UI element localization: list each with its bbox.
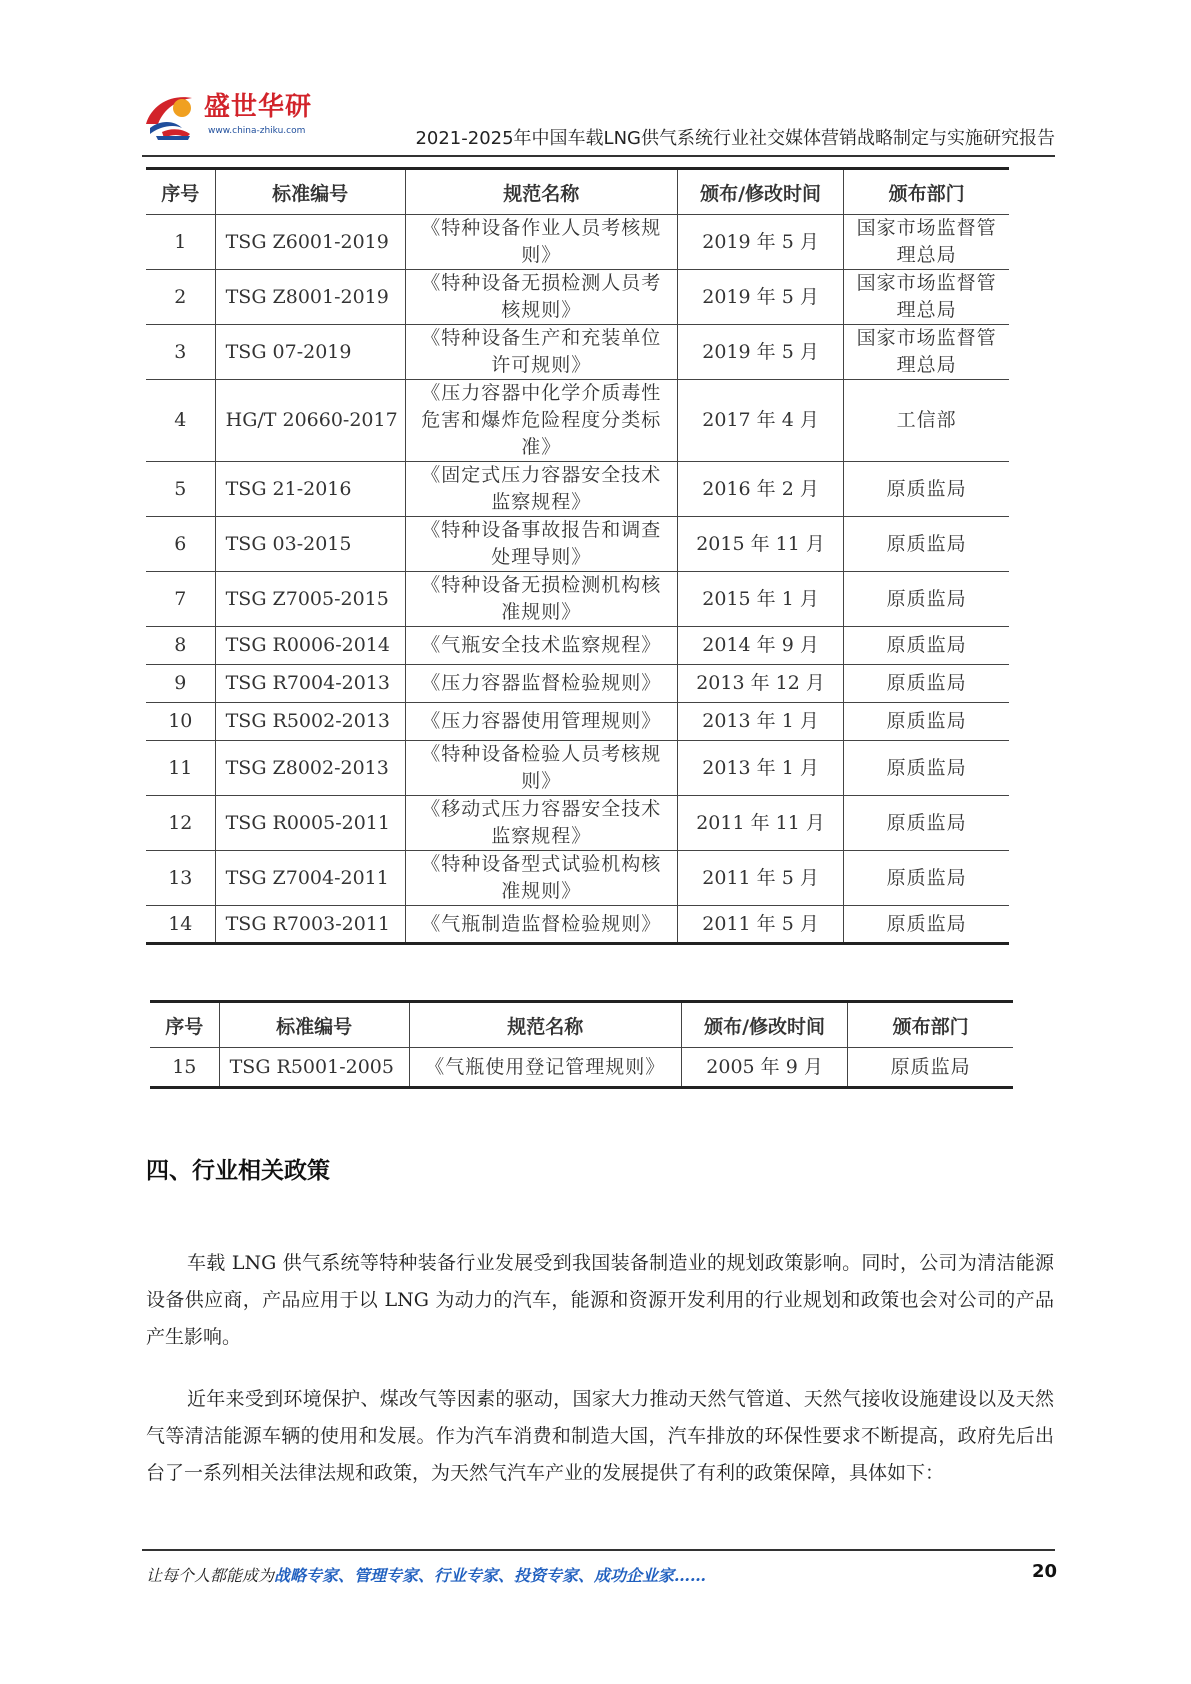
row-date: 2015 年 1 月	[677, 572, 843, 627]
company-logo	[142, 84, 322, 154]
footer-divider	[142, 1549, 1055, 1551]
row-no: 15	[150, 1048, 219, 1088]
row-name: 《特种设备无损检测人员考核规则》	[405, 270, 677, 325]
section-heading: 四、行业相关政策	[146, 1158, 330, 1184]
column-header-dept: 颁布部门	[844, 169, 1009, 215]
row-no: 10	[146, 703, 215, 741]
row-no: 7	[146, 572, 215, 627]
row-no: 8	[146, 627, 215, 665]
row-no: 12	[146, 796, 215, 851]
table-row	[146, 215, 1009, 270]
header-divider	[142, 155, 1055, 157]
row-no: 9	[146, 665, 215, 703]
row-date: 2016 年 2 月	[677, 462, 843, 517]
row-name: 《压力容器使用管理规则》	[405, 703, 677, 741]
column-header-date: 颁布/修改时间	[681, 1002, 847, 1048]
row-name: 《压力容器中化学介质毒性危害和爆炸危险程度分类标准》	[405, 380, 677, 462]
row-no: 11	[146, 741, 215, 796]
row-name: 《特种设备型式试验机构核准规则》	[405, 851, 677, 906]
table-row	[146, 325, 1009, 380]
table-row	[146, 851, 1009, 906]
row-dept: 原质监局	[844, 627, 1009, 665]
row-code: TSG R7003-2011	[215, 906, 405, 944]
standards-table-continued	[150, 1000, 1013, 1089]
row-date: 2014 年 9 月	[677, 627, 843, 665]
paragraph: 车载 LNG 供气系统等特种装备行业发展受到我国装备制造业的规划政策影响。同时，公司为清洁能源设备供应商，产品应用于以 LNG 为动力的汽车，能源和资源开发利用的行业规划和政策也会对公司的产品产生影响。	[146, 1252, 1054, 1348]
row-name: 《气瓶制造监督检验规则》	[405, 906, 677, 944]
row-no: 4	[146, 380, 215, 462]
footer-slogan	[146, 1563, 706, 1586]
report-title: 2021-2025年中国车载LNG供气系统行业社交媒体营销战略制定与实施研究报告	[415, 128, 1055, 149]
row-code: TSG 03-2015	[215, 517, 405, 572]
row-code: TSG R0005-2011	[215, 796, 405, 851]
row-date: 2019 年 5 月	[677, 270, 843, 325]
row-dept: 原质监局	[844, 703, 1009, 741]
row-name: 《移动式压力容器安全技术监察规程》	[405, 796, 677, 851]
row-code: TSG R5002-2013	[215, 703, 405, 741]
row-name: 《固定式压力容器安全技术监察规程》	[405, 462, 677, 517]
row-dept: 原质监局	[844, 572, 1009, 627]
row-code: TSG R7004-2013	[215, 665, 405, 703]
row-name: 《气瓶使用登记管理规则》	[409, 1048, 681, 1088]
row-dept: 原质监局	[844, 517, 1009, 572]
row-date: 2013 年 1 月	[677, 703, 843, 741]
row-date: 2005 年 9 月	[681, 1048, 847, 1088]
row-no: 1	[146, 215, 215, 270]
row-name: 《特种设备生产和充装单位许可规则》	[405, 325, 677, 380]
column-header-code: 标准编号	[219, 1002, 409, 1048]
row-date: 2011 年 11 月	[677, 796, 843, 851]
row-dept: 原质监局	[844, 741, 1009, 796]
page-number: 20	[1031, 1561, 1057, 1582]
row-code: TSG Z6001-2019	[215, 215, 405, 270]
row-no: 13	[146, 851, 215, 906]
row-code: TSG Z7005-2015	[215, 572, 405, 627]
row-dept: 原质监局	[844, 462, 1009, 517]
column-header-dept: 颁布部门	[848, 1002, 1013, 1048]
row-date: 2013 年 12 月	[677, 665, 843, 703]
row-code: TSG Z7004-2011	[215, 851, 405, 906]
standards-table	[146, 167, 1009, 945]
row-name: 《特种设备作业人员考核规则》	[405, 215, 677, 270]
row-dept: 原质监局	[848, 1048, 1013, 1088]
footer-slogan-highlight: 战略专家、管理专家、行业专家、投资专家、成功企业家……	[274, 1566, 707, 1585]
row-dept: 工信部	[844, 380, 1009, 462]
table-header-row	[150, 1002, 1013, 1048]
column-header-name: 规范名称	[405, 169, 677, 215]
row-name: 《特种设备检验人员考核规则》	[405, 741, 677, 796]
row-no: 6	[146, 517, 215, 572]
row-date: 2019 年 5 月	[677, 215, 843, 270]
row-code: TSG 07-2019	[215, 325, 405, 380]
table-row	[146, 517, 1009, 572]
row-no: 5	[146, 462, 215, 517]
table-row	[146, 906, 1009, 944]
table-row	[146, 665, 1009, 703]
row-no: 3	[146, 325, 215, 380]
paragraph: 近年来受到环境保护、煤改气等因素的驱动，国家大力推动天然气管道、天然气接收设施建设以及天然气等清洁能源车辆的使用和发展。作为汽车消费和制造大国，汽车排放的环保性要求不断提高，政府先后出台了一系列相关法律法规和政策，为天然气汽车产业的发展提供了有利的政策保障，具体如下：	[146, 1388, 1054, 1484]
row-dept: 原质监局	[844, 665, 1009, 703]
table-row	[146, 380, 1009, 462]
column-header-no: 序号	[150, 1002, 219, 1048]
row-code: TSG R5001-2005	[219, 1048, 409, 1088]
row-no: 14	[146, 906, 215, 944]
row-dept: 原质监局	[844, 906, 1009, 944]
row-code: TSG 21-2016	[215, 462, 405, 517]
column-header-code: 标准编号	[215, 169, 405, 215]
table-row	[146, 627, 1009, 665]
row-dept: 原质监局	[844, 851, 1009, 906]
table-row	[146, 796, 1009, 851]
logo-text: 盛世华研	[204, 92, 313, 122]
row-no: 2	[146, 270, 215, 325]
logo-url: www.china-zhiku.com	[208, 126, 306, 136]
row-dept: 国家市场监督管理总局	[844, 270, 1009, 325]
row-code: TSG Z8002-2013	[215, 741, 405, 796]
table-row	[146, 741, 1009, 796]
row-code: HG/T 20660-2017	[215, 380, 405, 462]
row-name: 《气瓶安全技术监察规程》	[405, 627, 677, 665]
column-header-no: 序号	[146, 169, 215, 215]
footer-slogan-lead: 让每个人都能成为	[146, 1566, 275, 1585]
table-header-row	[146, 169, 1009, 215]
row-dept: 国家市场监督管理总局	[844, 325, 1009, 380]
row-date: 2011 年 5 月	[677, 906, 843, 944]
table-row	[146, 462, 1009, 517]
row-date: 2013 年 1 月	[677, 741, 843, 796]
column-header-name: 规范名称	[409, 1002, 681, 1048]
row-date: 2011 年 5 月	[677, 851, 843, 906]
row-date: 2015 年 11 月	[677, 517, 843, 572]
row-name: 《特种设备无损检测机构核准规则》	[405, 572, 677, 627]
row-dept: 国家市场监督管理总局	[844, 215, 1009, 270]
column-header-date: 颁布/修改时间	[677, 169, 843, 215]
table-row	[146, 703, 1009, 741]
table-row	[146, 270, 1009, 325]
row-date: 2019 年 5 月	[677, 325, 843, 380]
row-dept: 原质监局	[844, 796, 1009, 851]
row-name: 《特种设备事故报告和调查处理导则》	[405, 517, 677, 572]
row-code: TSG Z8001-2019	[215, 270, 405, 325]
logo-emblem-icon	[142, 84, 206, 148]
table-row	[150, 1048, 1013, 1088]
row-code: TSG R0006-2014	[215, 627, 405, 665]
row-date: 2017 年 4 月	[677, 380, 843, 462]
row-name: 《压力容器监督检验规则》	[405, 665, 677, 703]
table-row	[146, 572, 1009, 627]
